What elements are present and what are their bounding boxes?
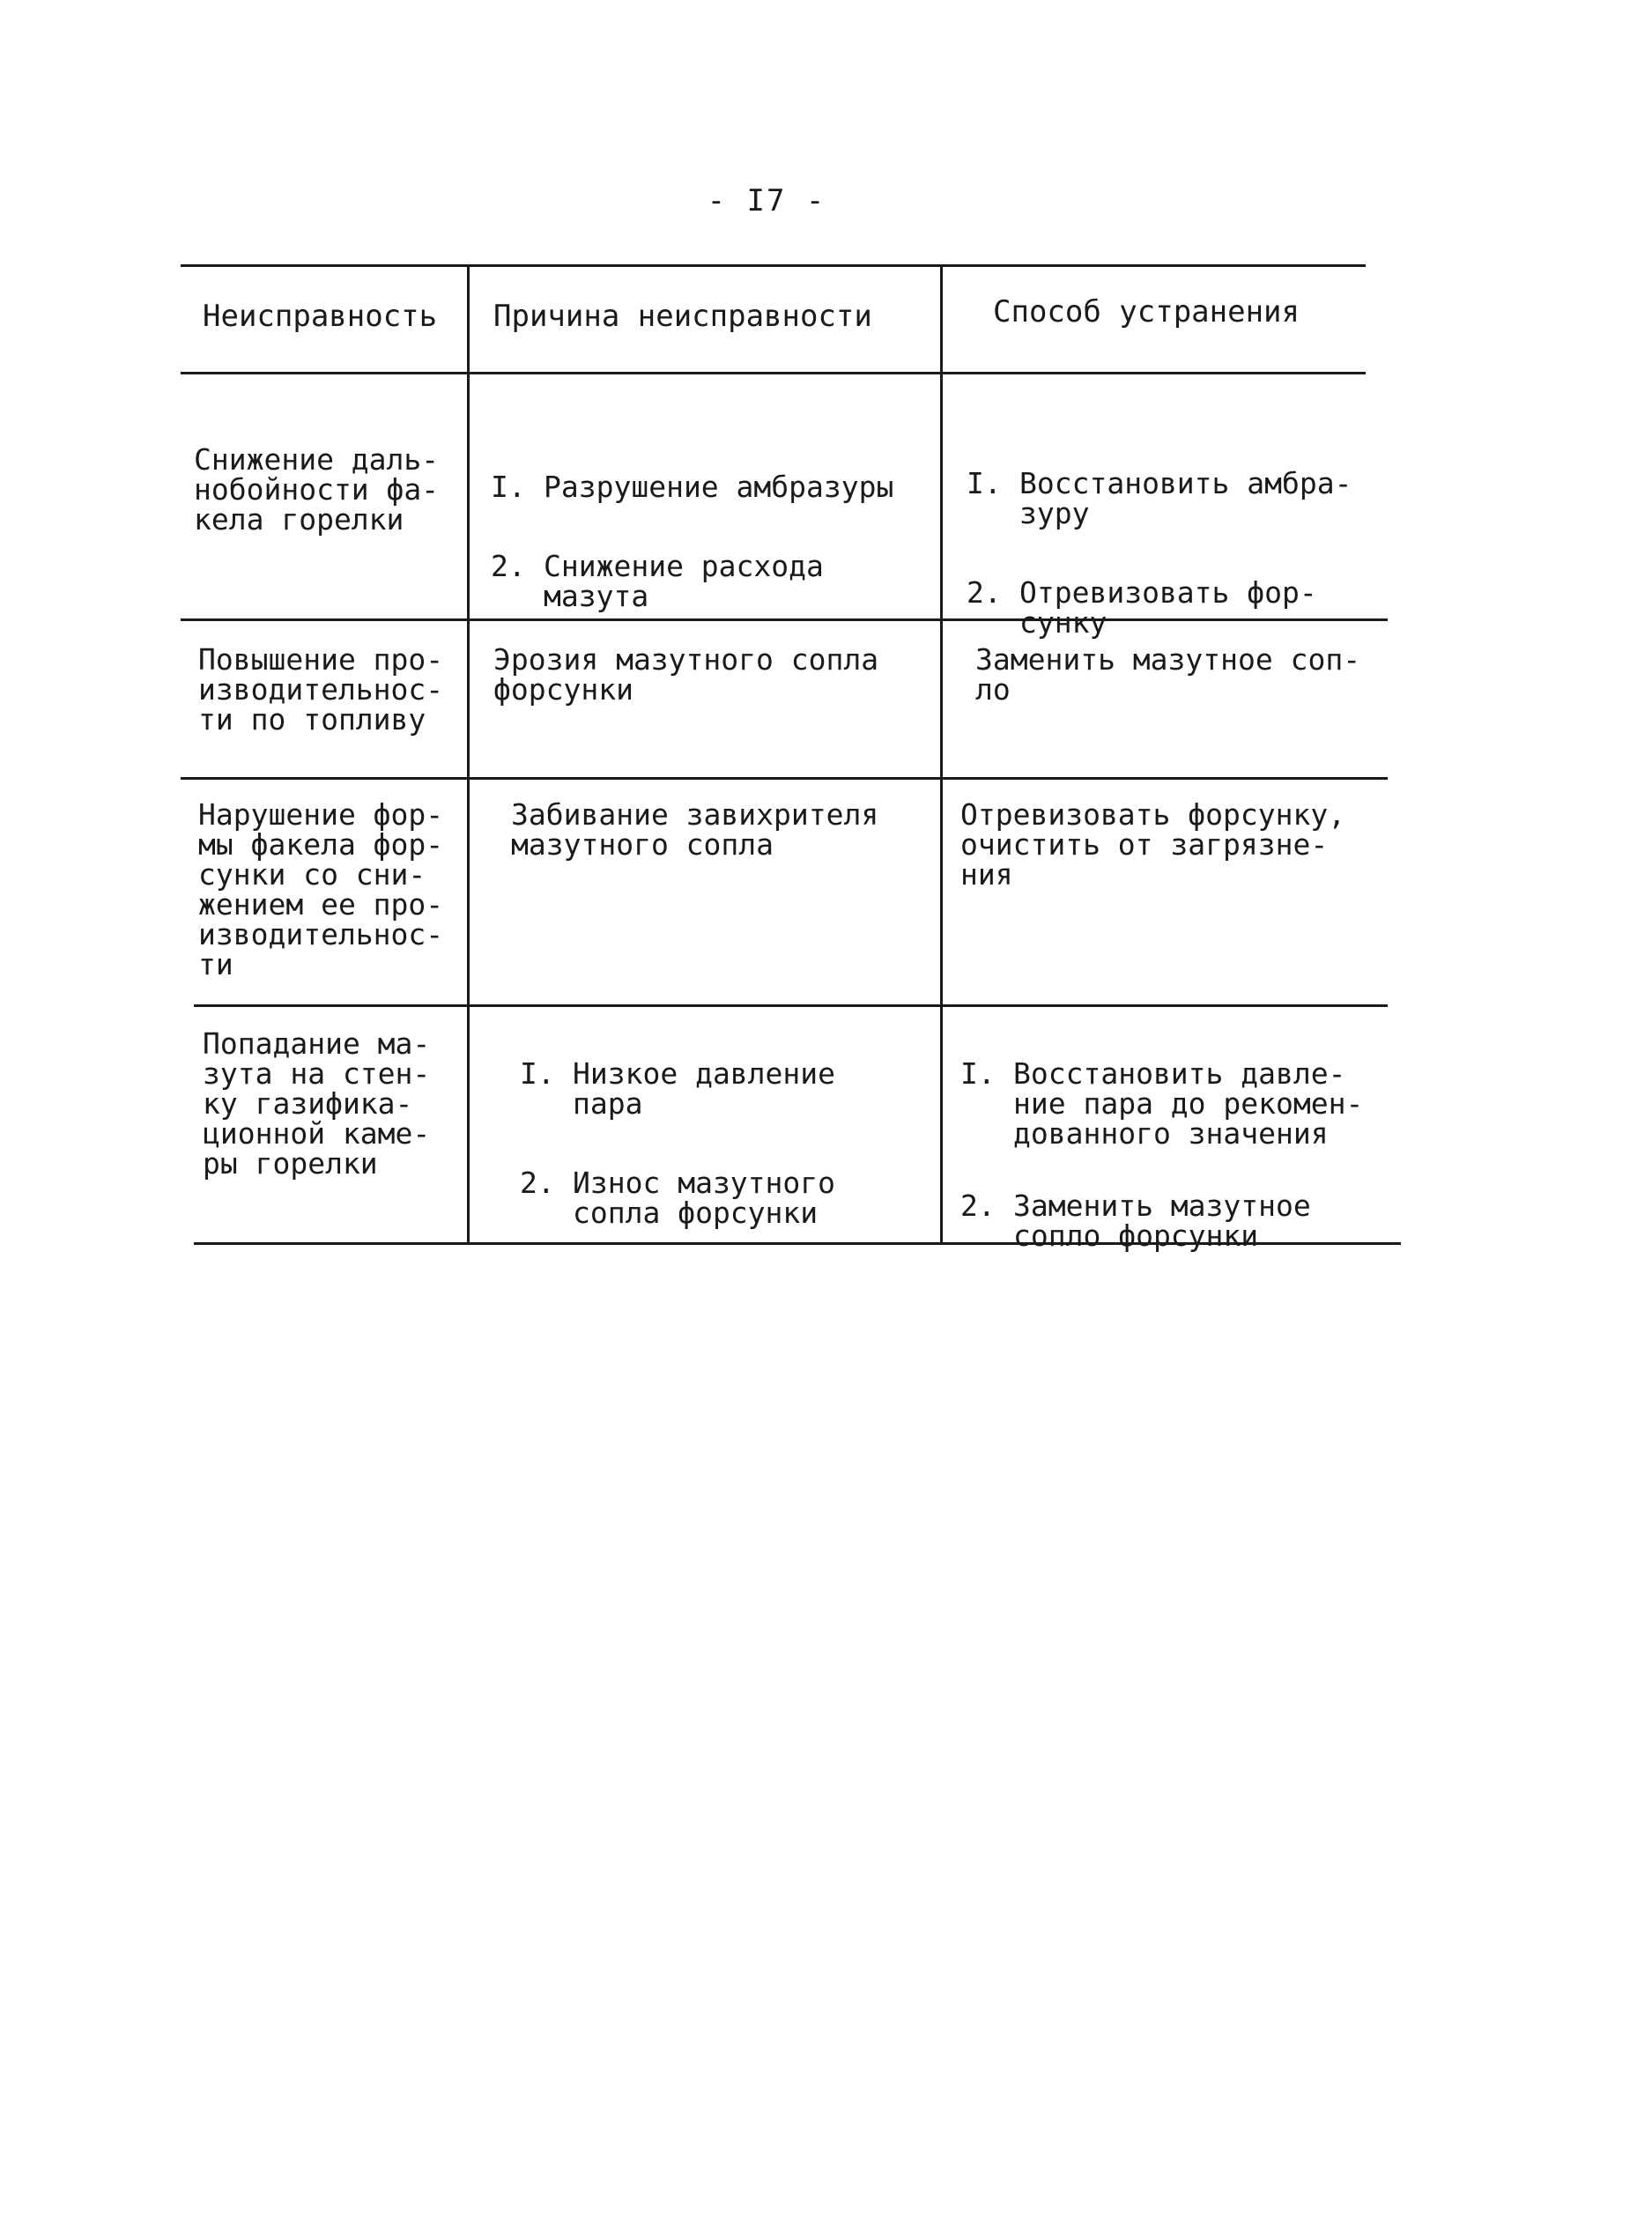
table-top-rule: [181, 264, 1366, 267]
cause-item-text: Износ мазутного сопла форсунки: [573, 1166, 836, 1230]
row-2-bottom-rule: [181, 777, 1388, 780]
remedy-item-number: 2.: [960, 1188, 996, 1223]
cause-item: [491, 472, 922, 502]
remedy-item: [967, 575, 1381, 640]
cause-item-text: Низкое давление пара: [573, 1056, 836, 1121]
row-4-remedies: [960, 1029, 1392, 1300]
row-3-cause: Забивание завихрителя мазутного сопла: [511, 797, 879, 862]
header-cause: Причина неисправности: [493, 299, 872, 334]
row-4-fault: Попадание ма- зута на стен- ку газифика- ционной каме- ры горелки: [203, 1026, 431, 1181]
column-divider-2: [940, 264, 943, 1242]
cause-item: [491, 549, 922, 613]
cause-item-number: 2.: [491, 549, 526, 583]
cause-item-number: I.: [520, 1056, 555, 1091]
remedy-item-text: Заменить мазутное сопло форсунки: [1013, 1188, 1311, 1253]
remedy-item-number: I.: [960, 1056, 996, 1091]
row-3-bottom-rule: [194, 1004, 1388, 1007]
row-2-remedy: Заменить мазутное соп- ло: [975, 642, 1361, 707]
cause-item: [520, 1168, 925, 1228]
row-2-cause: Эрозия мазутного сопла форсунки: [493, 642, 879, 707]
page-number: - I7 -: [707, 183, 826, 218]
remedy-item-text: Восстановить амбра- зуру: [1019, 466, 1352, 530]
cause-item-number: 2.: [520, 1166, 555, 1200]
row-4-causes: [520, 1029, 925, 1277]
remedy-item: [960, 1188, 1392, 1253]
cause-item-number: I.: [491, 470, 526, 504]
cause-item-text: Снижение расхода мазута: [544, 549, 824, 613]
header-bottom-rule: [181, 372, 1366, 374]
remedy-item: [960, 1056, 1392, 1151]
remedy-item-text: Восстановить давле- ние пара до рекомен- дованного значения: [1013, 1056, 1364, 1151]
row-2-fault: Повышение про- изводительнос- ти по топливу: [198, 642, 444, 737]
row-1-fault: Снижение даль- нобойности фа- кела горелки: [194, 442, 440, 537]
header-remedy: Способ устранения: [993, 294, 1300, 330]
row-1-causes: [491, 442, 922, 661]
remedy-item-number: 2.: [967, 575, 1002, 610]
remedy-item-text: Отревизовать фор- сунку: [1019, 575, 1317, 640]
remedy-item-number: I.: [967, 466, 1002, 500]
header-fault: Неисправность: [203, 299, 438, 334]
row-3-remedy: Отревизовать форсунку, очистить от загрязне- ния: [960, 797, 1346, 892]
remedy-item: [967, 466, 1381, 530]
cause-item: [520, 1056, 925, 1121]
row-3-fault: Нарушение фор- мы факела фор- сунки со сни- жением ее про- изводительнос- ти: [198, 797, 444, 981]
cause-item-text: Разрушение амбразуры: [544, 470, 894, 504]
column-divider-1: [467, 264, 470, 1242]
